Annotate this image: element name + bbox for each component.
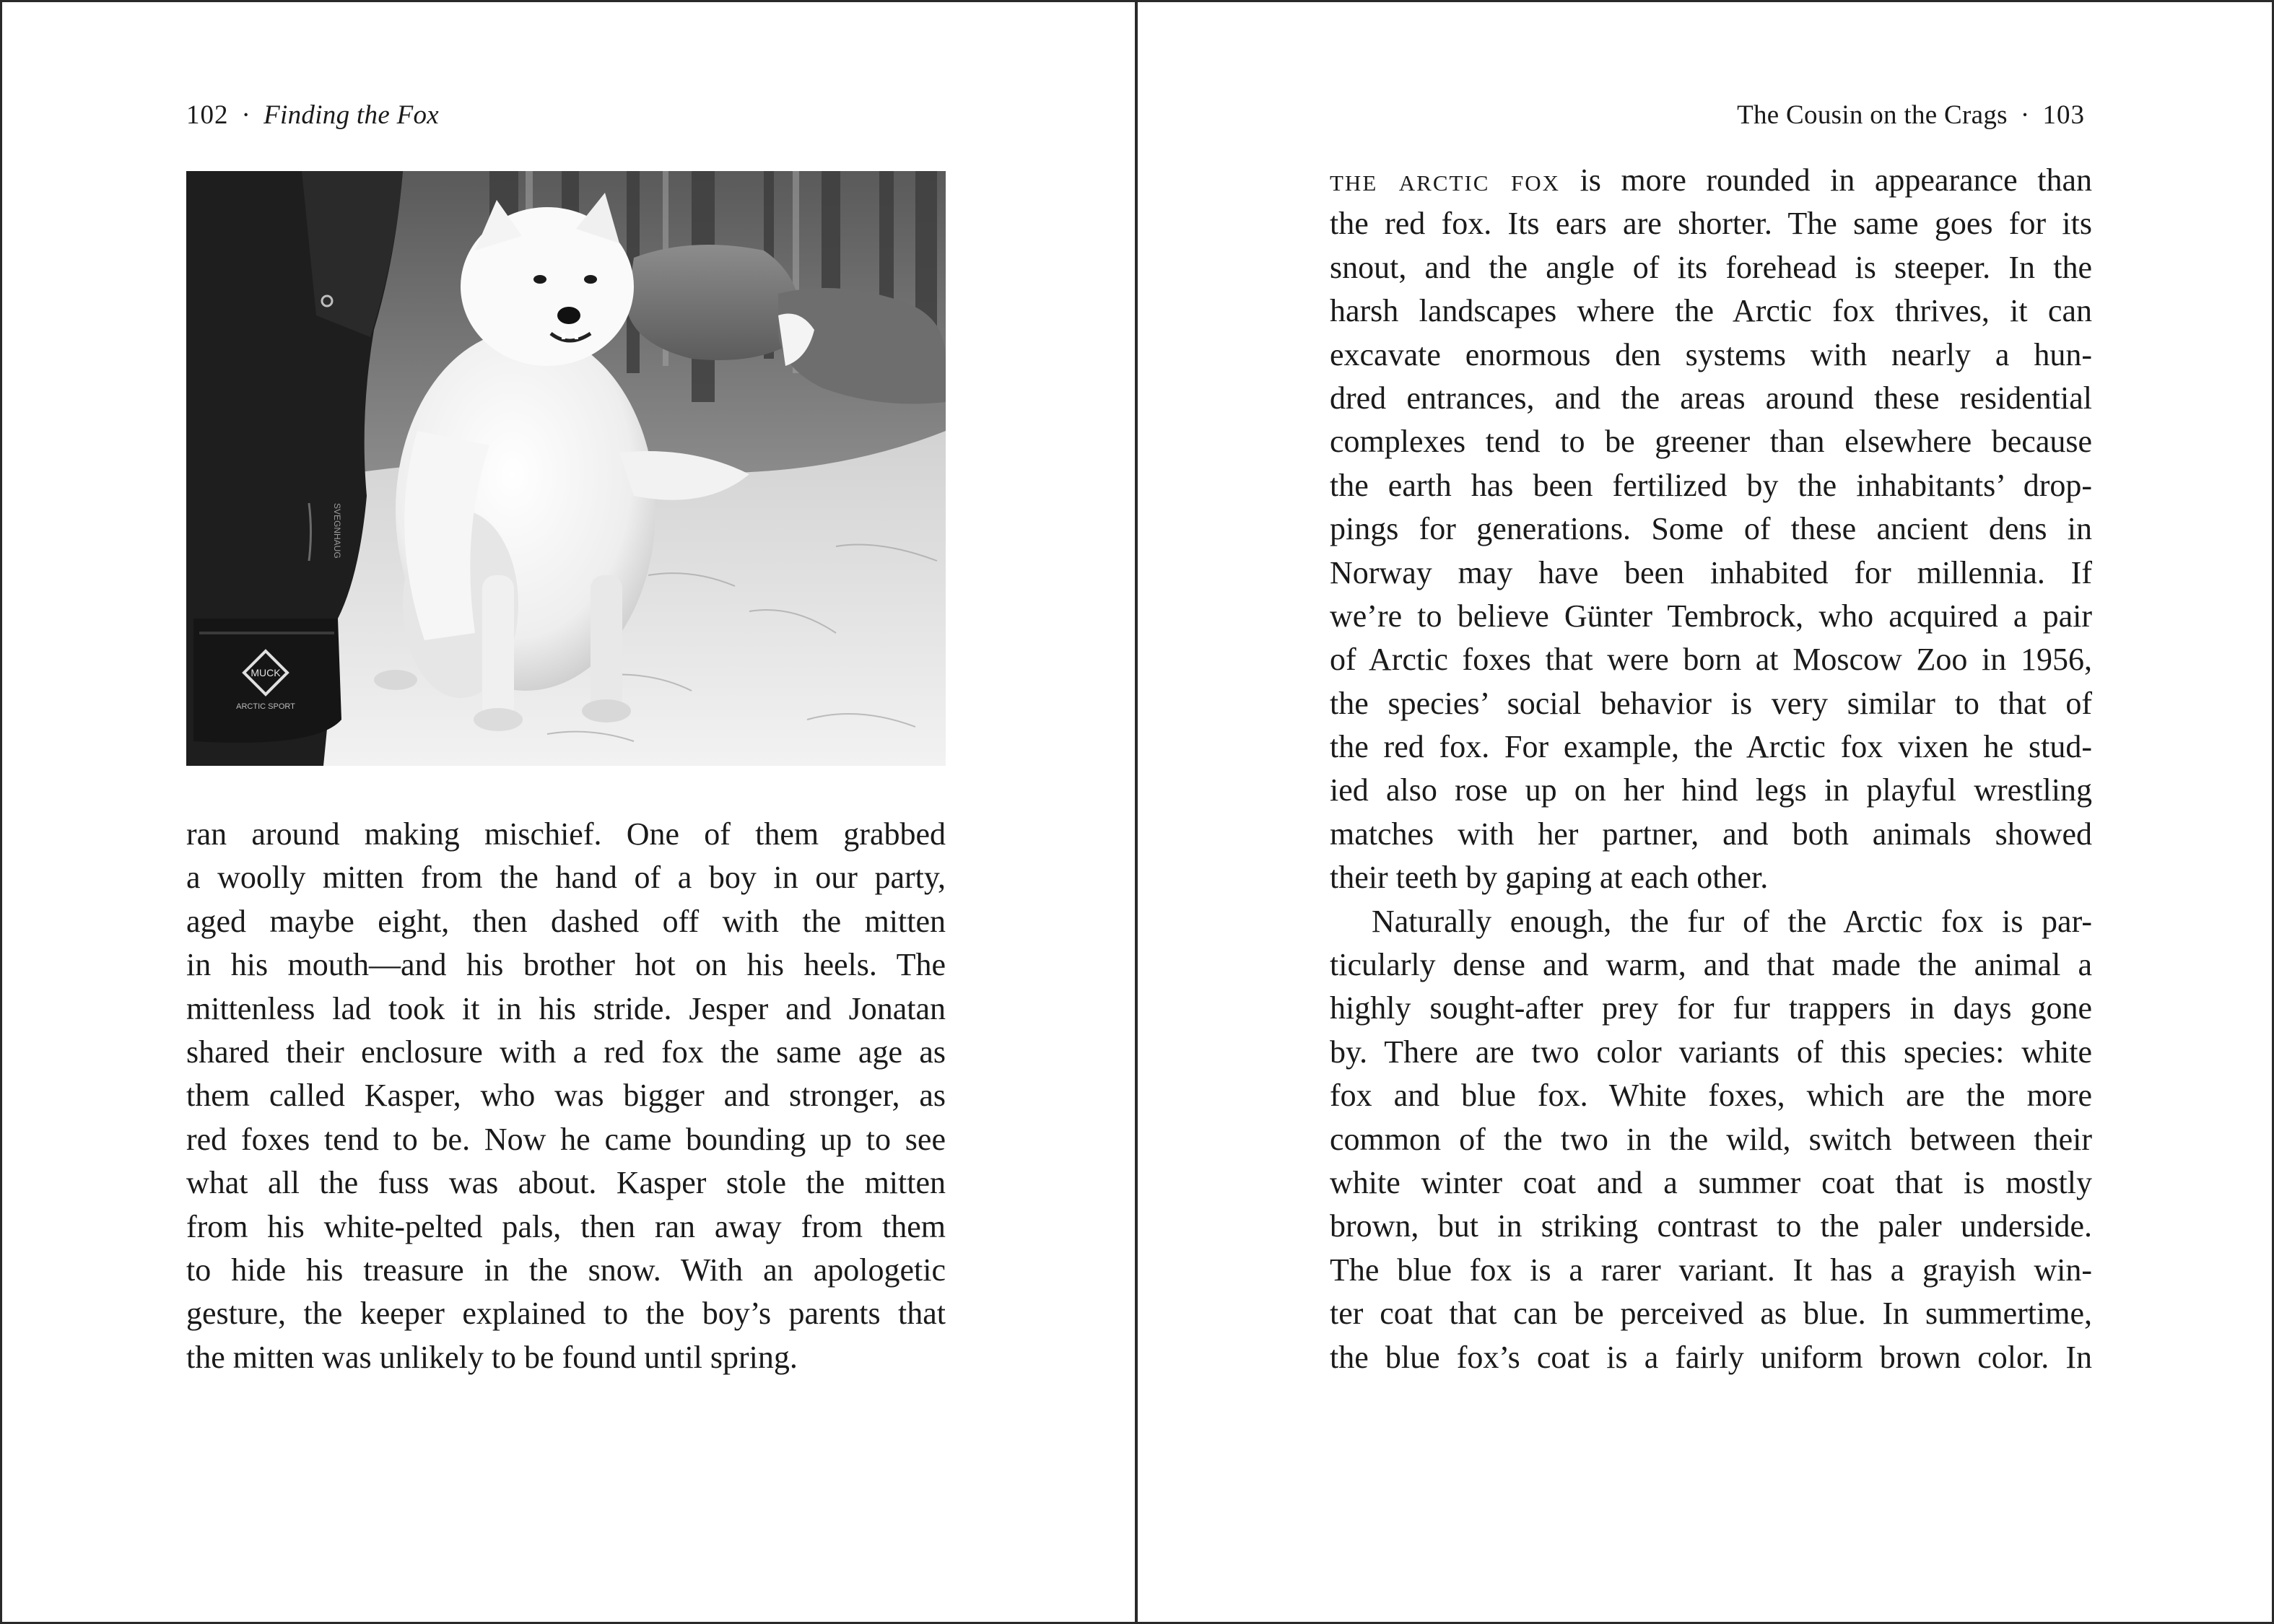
text-line: snout, and the angle of its forehead is steeper. In the <box>1330 249 2092 285</box>
text-line: by. There are two color variants of this species: white <box>1330 1034 2092 1070</box>
text-line: them called Kasper, who was bigger and stronger, as <box>186 1078 946 1114</box>
text-line: aged maybe eight, then dashed off with the mitten <box>186 903 946 939</box>
text-line: gesture, the keeper explained to the boy’s parents that <box>186 1296 946 1332</box>
right-head-separator: · <box>2020 100 2030 130</box>
left-running-title: Finding the Fox <box>263 100 440 130</box>
text-line: Naturally enough, the fur of the Arctic fox is par- <box>1372 903 2092 939</box>
text-line: ter coat that can be perceived as blue. In summertime, <box>1330 1296 2092 1332</box>
arctic-fox-photo <box>186 171 946 766</box>
left-head-separator: · <box>241 100 251 130</box>
text-line: we’re to believe Günter Tembrock, who acquired a pair <box>1330 598 2092 634</box>
left-body-text <box>186 813 946 1379</box>
text-line: the red fox. Its ears are shorter. The same goes for its <box>1330 206 2092 242</box>
right-page-number: 103 <box>2042 100 2085 130</box>
text-line: ran around making mischief. One of them grabbed <box>186 816 946 852</box>
arctic-fox-photo-image <box>186 171 946 766</box>
right-page <box>1138 0 2274 1624</box>
text-line: matches with her partner, and both animals showed <box>1330 816 2092 852</box>
right-running-title: The Cousin on the Crags <box>1737 100 2008 130</box>
left-page <box>0 0 1135 1624</box>
text-line: pings for generations. Some of these ancient dens in <box>1330 511 2092 547</box>
rock <box>627 245 801 360</box>
right-body-text <box>1330 159 2092 1379</box>
text-line: dred entrances, and the areas around these residential <box>1330 380 2092 416</box>
text-line: the red fox. For example, the Arctic fox vixen he stud- <box>1330 729 2092 765</box>
text-line: from his white-pelted pals, then ran away from them <box>186 1208 946 1244</box>
left-running-head <box>186 95 439 136</box>
text-line: to hide his treasure in the snow. With an apologetic <box>186 1252 946 1288</box>
text-line: white winter coat and a summer coat that is mostly <box>1330 1164 2092 1200</box>
text-line-opening <box>1330 159 2092 202</box>
text-line: ticularly dense and warm, and that made the animal a <box>1330 947 2092 983</box>
text-line: complexes tend to be greener than elsewhere because <box>1330 424 2092 460</box>
text-line: excavate enormous den systems with nearly a hun- <box>1330 336 2092 372</box>
text-line: The blue fox is a rarer variant. It has a grayish win- <box>1330 1252 2092 1288</box>
text-line: ied also rose up on her hind legs in playful wrestling <box>1330 772 2092 808</box>
text-line: the earth has been fertilized by the inhabitants’ drop- <box>1330 467 2092 503</box>
text-line: common of the two in the wild, switch between their <box>1330 1121 2092 1157</box>
text-line: what all the fuss was about. Kasper stole the mitten <box>186 1165 946 1201</box>
text-line: their teeth by gaping at each other. <box>1330 860 1769 896</box>
text-line: in his mouth—and his brother hot on his heels. The <box>186 947 946 983</box>
trouser-brand-label: SVEGNHAUG <box>332 503 342 559</box>
opening-small-caps: the arctic fox <box>1330 162 1561 198</box>
text-line: a woolly mitten from the hand of a boy in our party, <box>186 860 946 896</box>
text-line: red foxes tend to be. Now he came bounding up to see <box>186 1121 946 1157</box>
right-running-head <box>1737 95 2085 136</box>
text-line: shared their enclosure with a red fox the same age as <box>186 1034 946 1070</box>
text-line: harsh landscapes where the Arctic fox thrives, it can <box>1330 293 2092 329</box>
text-line: mittenless lad took it in his stride. Jesper and Jonatan <box>186 990 946 1026</box>
text-line: Norway may have been inhabited for millennia. If <box>1330 554 2092 590</box>
text-line: brown, but in striking contrast to the paler underside. <box>1330 1208 2092 1244</box>
text-line: of Arctic foxes that were born at Moscow Zoo in 1956, <box>1330 642 2092 678</box>
text-line: highly sought-after prey for fur trappers in days gone <box>1330 990 2092 1026</box>
text-line: the species’ social behavior is very similar to that of <box>1330 685 2092 721</box>
left-page-number: 102 <box>186 100 229 130</box>
text-line: the mitten was unlikely to be found until spring. <box>186 1339 798 1375</box>
boot-logo: MUCK <box>251 667 281 678</box>
text-line: the blue fox’s coat is a fairly uniform brown color. In <box>1330 1339 2092 1375</box>
opening-line-rest: is more rounded in appearance than <box>1560 162 2092 198</box>
text-line: fox and blue fox. White foxes, which are the more <box>1330 1078 2092 1114</box>
boot-brand-label: ARCTIC SPORT <box>236 702 295 711</box>
